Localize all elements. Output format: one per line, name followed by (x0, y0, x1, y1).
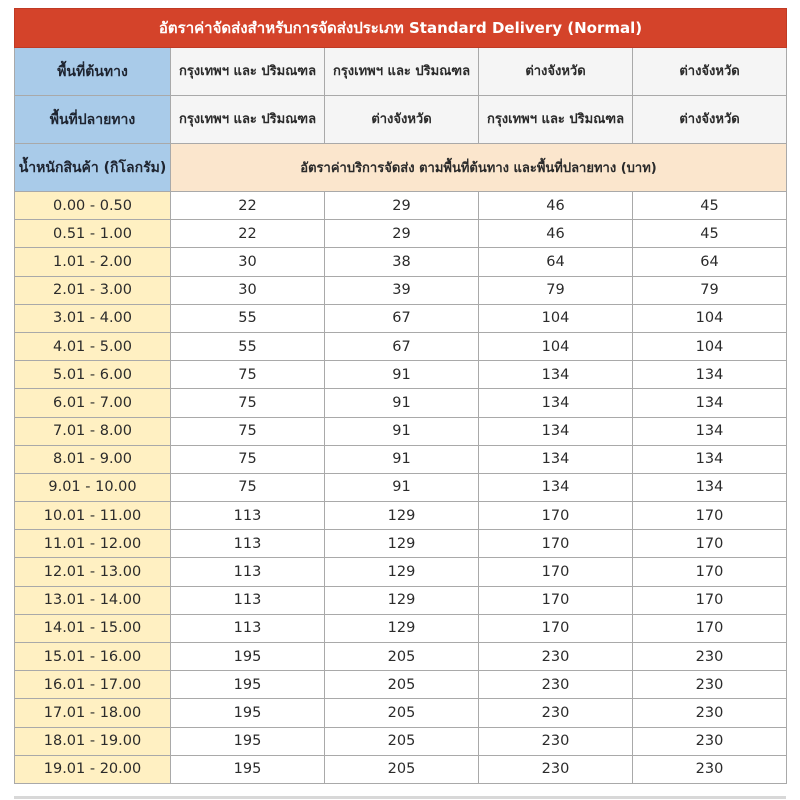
price-cell: 170 (479, 502, 633, 530)
price-cell: 129 (325, 586, 479, 614)
weight-column-label: น้ำหนักสินค้า (กิโลกรัม) (15, 144, 171, 192)
rate-header-label: อัตราค่าบริการจัดส่ง ตามพื้นที่ต้นทาง และพื้นที่ปลายทาง (บาท) (171, 144, 787, 192)
weight-range: 9.01 - 10.00 (15, 473, 171, 501)
origin-zone: กรุงเทพฯ และ ปริมณฑล (325, 48, 479, 96)
price-cell: 170 (479, 614, 633, 642)
origin-zone: กรุงเทพฯ และ ปริมณฑล (171, 48, 325, 96)
price-cell: 205 (325, 643, 479, 671)
table-row (15, 530, 787, 558)
price-cell: 230 (633, 699, 787, 727)
price-cell: 134 (633, 473, 787, 501)
table-row (15, 699, 787, 727)
price-cell: 104 (633, 304, 787, 332)
price-cell: 75 (171, 473, 325, 501)
price-cell: 129 (325, 530, 479, 558)
table-row (15, 417, 787, 445)
price-cell: 79 (479, 276, 633, 304)
table-row (15, 248, 787, 276)
table-title: อัตราค่าจัดส่งสำหรับการจัดส่งประเภท Standard Delivery (Normal) (15, 9, 787, 48)
table-row (15, 727, 787, 755)
price-cell: 46 (479, 220, 633, 248)
weight-range: 5.01 - 6.00 (15, 361, 171, 389)
table-row (15, 445, 787, 473)
price-cell: 45 (633, 192, 787, 220)
destination-zone: กรุงเทพฯ และ ปริมณฑล (479, 96, 633, 144)
price-cell: 170 (479, 586, 633, 614)
destination-label: พื้นที่ปลายทาง (15, 96, 171, 144)
weight-range: 2.01 - 3.00 (15, 276, 171, 304)
price-cell: 205 (325, 755, 479, 783)
weight-range: 1.01 - 2.00 (15, 248, 171, 276)
price-cell: 79 (633, 276, 787, 304)
price-cell: 230 (479, 727, 633, 755)
price-cell: 230 (479, 699, 633, 727)
price-cell: 230 (633, 755, 787, 783)
price-cell: 134 (633, 417, 787, 445)
price-cell: 129 (325, 614, 479, 642)
price-cell: 195 (171, 643, 325, 671)
price-cell: 22 (171, 220, 325, 248)
weight-range: 4.01 - 5.00 (15, 332, 171, 360)
table-row (15, 502, 787, 530)
price-cell: 104 (633, 332, 787, 360)
weight-range: 12.01 - 13.00 (15, 558, 171, 586)
price-cell: 195 (171, 755, 325, 783)
destination-zone: ต่างจังหวัด (325, 96, 479, 144)
weight-range: 13.01 - 14.00 (15, 586, 171, 614)
price-cell: 195 (171, 727, 325, 755)
price-cell: 134 (479, 473, 633, 501)
price-cell: 75 (171, 361, 325, 389)
origin-zone: ต่างจังหวัด (479, 48, 633, 96)
weight-range: 10.01 - 11.00 (15, 502, 171, 530)
price-cell: 170 (633, 502, 787, 530)
price-cell: 134 (633, 361, 787, 389)
price-cell: 64 (479, 248, 633, 276)
price-cell: 91 (325, 361, 479, 389)
price-cell: 195 (171, 671, 325, 699)
price-cell: 205 (325, 727, 479, 755)
price-cell: 91 (325, 389, 479, 417)
price-cell: 46 (479, 192, 633, 220)
table-row (15, 586, 787, 614)
table-row (15, 276, 787, 304)
destination-zone: ต่างจังหวัด (633, 96, 787, 144)
table-row (15, 643, 787, 671)
table-row (15, 304, 787, 332)
table-row (15, 192, 787, 220)
price-cell: 170 (479, 558, 633, 586)
price-cell: 75 (171, 389, 325, 417)
price-cell: 134 (633, 445, 787, 473)
price-cell: 113 (171, 502, 325, 530)
weight-range: 18.01 - 19.00 (15, 727, 171, 755)
price-cell: 230 (479, 643, 633, 671)
price-cell: 29 (325, 192, 479, 220)
table-row (15, 473, 787, 501)
price-cell: 230 (479, 755, 633, 783)
price-cell: 170 (633, 530, 787, 558)
table-row (15, 361, 787, 389)
price-cell: 170 (633, 586, 787, 614)
price-cell: 55 (171, 332, 325, 360)
price-cell: 134 (479, 389, 633, 417)
origin-label: พื้นที่ต้นทาง (15, 48, 171, 96)
price-cell: 129 (325, 558, 479, 586)
price-cell: 134 (633, 389, 787, 417)
price-cell: 22 (171, 192, 325, 220)
table-row (15, 614, 787, 642)
price-cell: 230 (633, 727, 787, 755)
price-cell: 195 (171, 699, 325, 727)
price-cell: 205 (325, 671, 479, 699)
table-row (15, 220, 787, 248)
shipping-rate-table (14, 8, 787, 784)
price-cell: 170 (479, 530, 633, 558)
origin-zone: ต่างจังหวัด (633, 48, 787, 96)
table-row (15, 558, 787, 586)
origin-row (15, 48, 787, 96)
price-cell: 30 (171, 248, 325, 276)
price-cell: 30 (171, 276, 325, 304)
price-cell: 134 (479, 361, 633, 389)
weight-range: 0.00 - 0.50 (15, 192, 171, 220)
price-cell: 104 (479, 332, 633, 360)
price-cell: 113 (171, 558, 325, 586)
price-cell: 230 (479, 671, 633, 699)
price-cell: 170 (633, 614, 787, 642)
weight-range: 7.01 - 8.00 (15, 417, 171, 445)
price-cell: 129 (325, 502, 479, 530)
price-cell: 230 (633, 671, 787, 699)
price-cell: 67 (325, 332, 479, 360)
price-cell: 75 (171, 417, 325, 445)
price-cell: 39 (325, 276, 479, 304)
price-cell: 45 (633, 220, 787, 248)
price-cell: 38 (325, 248, 479, 276)
weight-range: 3.01 - 4.00 (15, 304, 171, 332)
destination-zone: กรุงเทพฯ และ ปริมณฑล (171, 96, 325, 144)
price-cell: 91 (325, 445, 479, 473)
weight-range: 0.51 - 1.00 (15, 220, 171, 248)
weight-range: 16.01 - 17.00 (15, 671, 171, 699)
weight-range: 14.01 - 15.00 (15, 614, 171, 642)
weight-range: 11.01 - 12.00 (15, 530, 171, 558)
price-cell: 113 (171, 530, 325, 558)
price-cell: 91 (325, 417, 479, 445)
bottom-divider (14, 796, 786, 799)
weight-range: 15.01 - 16.00 (15, 643, 171, 671)
price-cell: 55 (171, 304, 325, 332)
price-cell: 75 (171, 445, 325, 473)
price-cell: 134 (479, 417, 633, 445)
price-cell: 205 (325, 699, 479, 727)
weight-range: 19.01 - 20.00 (15, 755, 171, 783)
price-cell: 67 (325, 304, 479, 332)
price-cell: 64 (633, 248, 787, 276)
rate-header-row (15, 144, 787, 192)
price-cell: 29 (325, 220, 479, 248)
price-cell: 113 (171, 614, 325, 642)
table-row (15, 671, 787, 699)
price-cell: 91 (325, 473, 479, 501)
table-row (15, 389, 787, 417)
price-cell: 134 (479, 445, 633, 473)
table-row (15, 755, 787, 783)
table-row (15, 332, 787, 360)
destination-row (15, 96, 787, 144)
price-cell: 104 (479, 304, 633, 332)
weight-range: 17.01 - 18.00 (15, 699, 171, 727)
price-cell: 113 (171, 586, 325, 614)
weight-range: 6.01 - 7.00 (15, 389, 171, 417)
price-cell: 230 (633, 643, 787, 671)
price-cell: 170 (633, 558, 787, 586)
weight-range: 8.01 - 9.00 (15, 445, 171, 473)
